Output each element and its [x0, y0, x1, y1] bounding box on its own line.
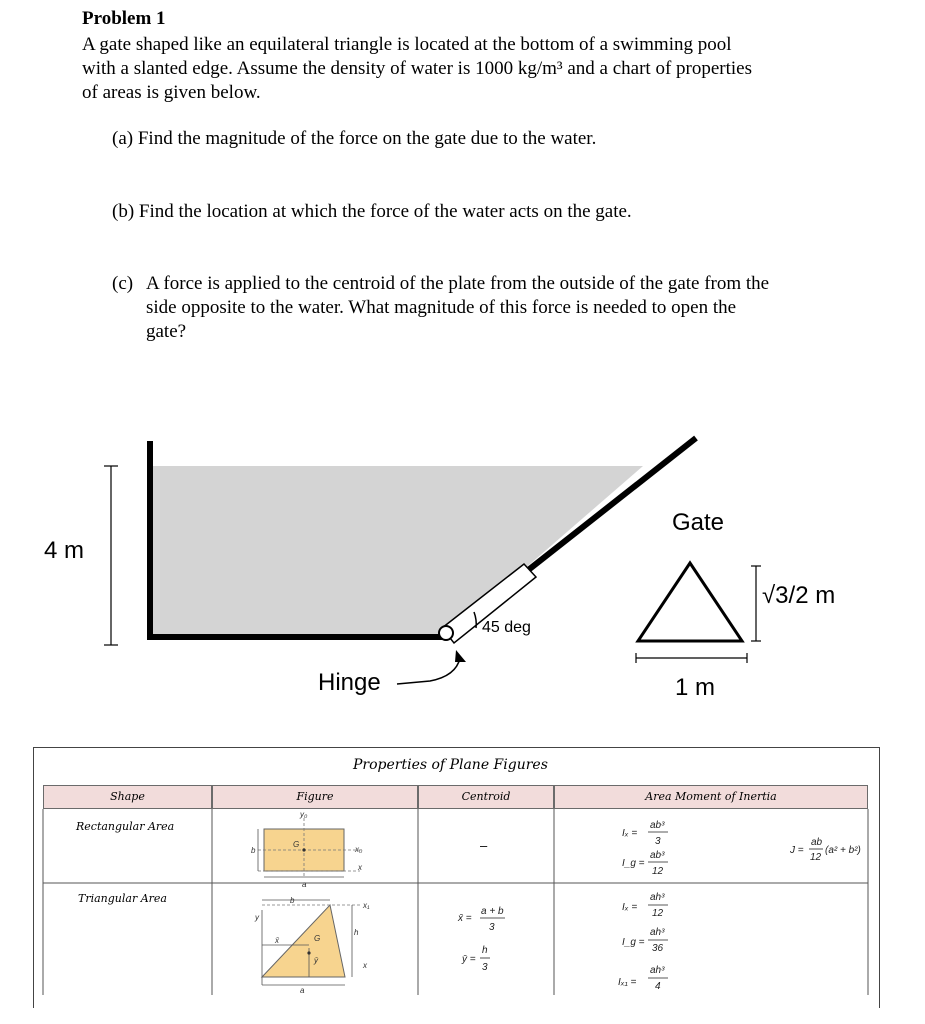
- axis-symbol: y₀: [300, 810, 308, 819]
- dimension-symbol: b: [251, 846, 256, 855]
- svg-text:36: 36: [652, 943, 664, 954]
- centroid-symbol: ȳ: [314, 956, 318, 965]
- table-title: Properties of Plane Figures: [353, 757, 548, 773]
- intro-line: with a slanted edge. Assume the density of water is 1000 kg/m³ and a chart of properties: [82, 58, 753, 79]
- svg-text:ah³: ah³: [650, 927, 665, 938]
- svg-text:ab: ab: [811, 837, 823, 848]
- svg-text:3: 3: [482, 962, 488, 973]
- question-label: (a): [112, 128, 134, 149]
- header-moment: Area Moment of Inertia: [554, 785, 868, 809]
- svg-text:Iₓ =: Iₓ =: [622, 902, 638, 913]
- centroid-symbol: G: [314, 934, 321, 943]
- triangle-height-label: √3/2 m: [762, 582, 836, 609]
- axis-symbol: x₁: [363, 901, 370, 910]
- triangle-centroid-formulas: [457, 906, 505, 973]
- centroid-symbol: G: [293, 840, 300, 849]
- svg-text:12: 12: [652, 908, 664, 919]
- row-label-triangular: Triangular Area: [78, 892, 167, 905]
- svg-text:J =: J =: [790, 845, 804, 856]
- svg-text:I_g =: I_g =: [622, 858, 645, 869]
- question-text: Find the location at which the force of the water acts on the gate.: [138, 201, 632, 222]
- axis-symbol: y: [255, 913, 259, 922]
- svg-text:ah³: ah³: [650, 892, 665, 903]
- svg-text:12: 12: [810, 852, 822, 863]
- header-centroid: Centroid: [418, 785, 554, 809]
- svg-text:12: 12: [652, 866, 664, 877]
- axis-symbol: x₀: [355, 845, 363, 854]
- question-line: gate?: [146, 321, 187, 342]
- problem-title: Problem 1: [82, 8, 166, 29]
- header-figure: Figure: [212, 785, 418, 809]
- svg-text:ȳ =: ȳ =: [462, 954, 476, 965]
- axis-symbol: x: [358, 863, 362, 872]
- svg-text:4: 4: [655, 981, 661, 992]
- row-label-rectangular: Rectangular Area: [76, 820, 175, 833]
- dimension-symbol: h: [354, 928, 359, 937]
- svg-text:a + b: a + b: [481, 906, 504, 917]
- triangle-moment-formulas: [618, 892, 668, 992]
- svg-text:3: 3: [655, 836, 661, 847]
- svg-text:Iₓ =: Iₓ =: [622, 828, 638, 839]
- rectangle-figure: [258, 818, 360, 878]
- intro-line: of areas is given below.: [82, 82, 261, 103]
- rectangle-moment-formulas: [622, 820, 861, 877]
- question-label: (b): [112, 201, 135, 222]
- svg-text:Iₓ₁ =: Iₓ₁ =: [618, 977, 637, 988]
- intro-line: A gate shaped like an equilateral triangle is located at the bottom of a swimming pool: [82, 34, 732, 55]
- question-label: (c): [112, 273, 134, 294]
- dimension-symbol: a: [300, 986, 305, 995]
- svg-text:ab³: ab³: [650, 820, 665, 831]
- question-text: Find the magnitude of the force on the gate due to the water.: [137, 128, 597, 149]
- question-line: side opposite to the water. What magnitude of this force is needed to open the: [146, 297, 737, 318]
- svg-text:h: h: [482, 945, 488, 956]
- dimension-symbol: b: [290, 896, 295, 905]
- triangle-base-label: 1 m: [675, 674, 716, 701]
- hinge-label: Hinge: [318, 669, 381, 696]
- gate-label: Gate: [672, 509, 725, 536]
- svg-text:I_g =: I_g =: [622, 937, 645, 948]
- svg-text:(a² + b²): (a² + b²): [825, 845, 861, 856]
- header-shape: Shape: [43, 785, 212, 809]
- svg-text:ah³: ah³: [650, 965, 665, 976]
- axis-symbol: x: [363, 961, 367, 970]
- centroid-symbol: x̄: [275, 936, 279, 945]
- svg-text:ab³: ab³: [650, 850, 665, 861]
- dimension-symbol: a: [302, 880, 307, 889]
- angle-label: 45 deg: [482, 619, 531, 636]
- svg-text:x̄ =: x̄ =: [458, 913, 472, 924]
- depth-label: 4 m: [44, 537, 85, 564]
- question-line: A force is applied to the centroid of the plate from the outside of the gate from the: [146, 273, 770, 294]
- svg-text:3: 3: [489, 922, 495, 933]
- rectangle-centroid: –: [480, 838, 488, 853]
